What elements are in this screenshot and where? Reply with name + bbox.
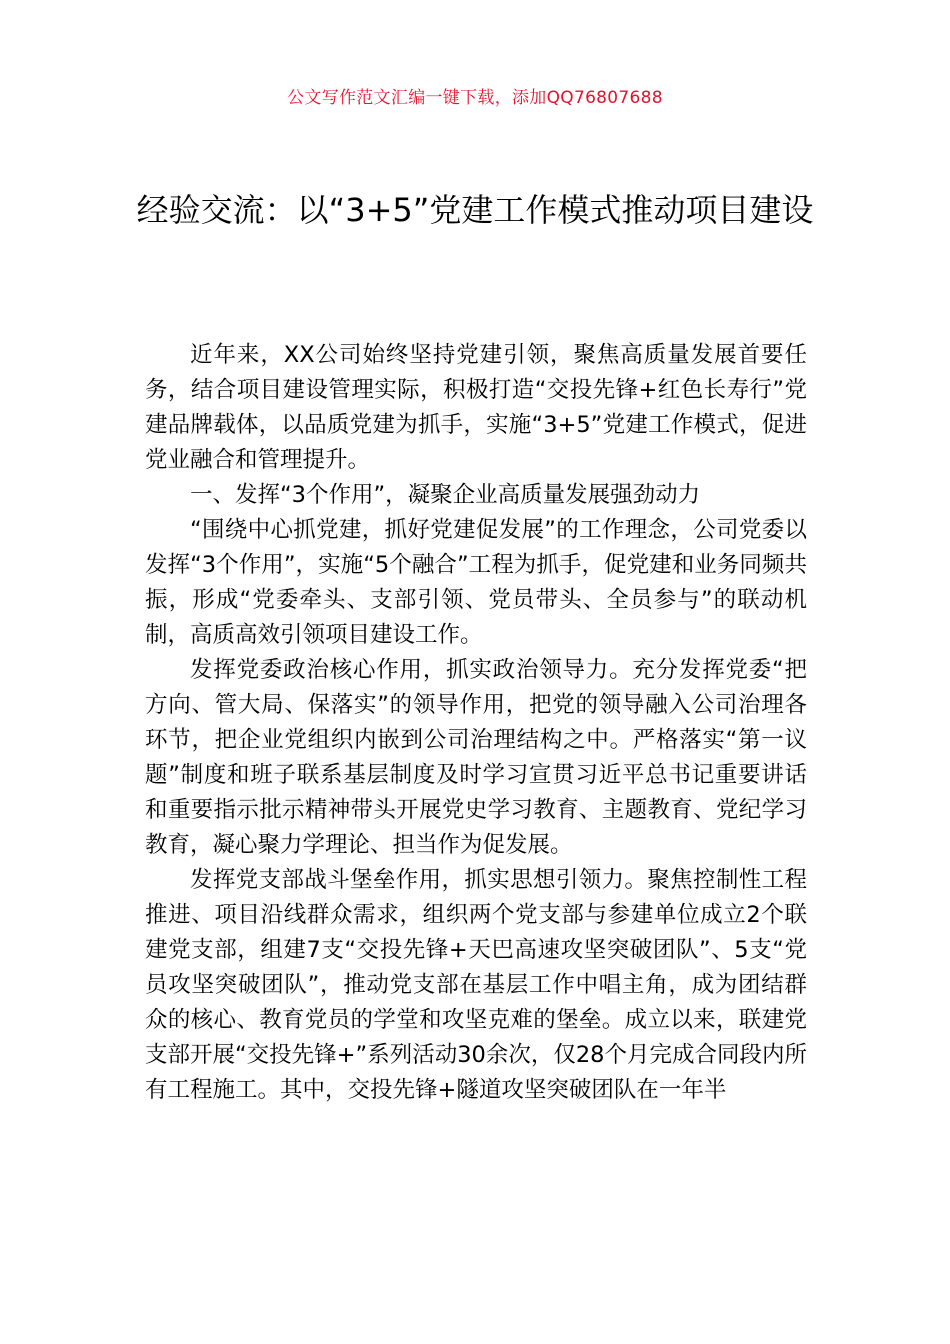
- section-heading-1: 一、发挥“3个作用”，凝聚企业高质量发展强劲动力: [190, 482, 701, 508]
- paragraph-party-branch: 发挥党支部战斗堡垒作用，抓实思想引领力。聚焦控制性工程推进、项目沿线群众需求，组织两个党支部与参建单位成立2个联建党支部，组建7支“交投先锋+天巴高速攻坚突破团队”、5支“党员攻坚突破团队”，推动党支部在基层工作中唱主角，成为团结群众的核心、教育党员的学堂和攻坚克难的堡垒。成立以来，联建党支部开展“交投先锋+”系列活动30余次，仅28个月完成合同段内所有工程施工。其中，交投先锋+隧道攻坚突破团队在一年半: [145, 867, 807, 1103]
- paragraph-party-committee: 发挥党委政治核心作用，抓实政治领导力。充分发挥党委“把方向、管大局、保落实”的领导作用，把党的领导融入公司治理各环节，把企业党组织内嵌到公司治理结构之中。严格落实“第一议题”制度和班子联系基层制度及时学习宣贯习近平总书记重要讲话和重要指示批示精神带头开展党史学习教育、主题教育、党纪学习教育，凝心聚力学理论、担当作为促发展。: [145, 657, 807, 858]
- document-body: [145, 338, 807, 1108]
- paragraph-concept: “围绕中心抓党建，抓好党建促发展”的工作理念，公司党委以发挥“3个作用”，实施“5个融合”工程为抓手，促党建和业务同频共振，形成“党委牵头、支部引领、党员带头、全员参与”的联动机制，高质高效引领项目建设工作。: [145, 517, 807, 648]
- document-title: 经验交流：以“3+5”党建工作模式推动项目建设: [136, 191, 814, 229]
- paragraph-intro: 近年来，XX公司始终坚持党建引领，聚焦高质量发展首要任务，结合项目建设管理实际，积极打造“交投先锋+红色长寿行”党建品牌载体，以品质党建为抓手，实施“3+5”党建工作模式，促进党业融合和管理提升。: [145, 342, 807, 473]
- header-download-note: 公文写作范文汇编一键下载，添加QQ76807688: [287, 88, 663, 108]
